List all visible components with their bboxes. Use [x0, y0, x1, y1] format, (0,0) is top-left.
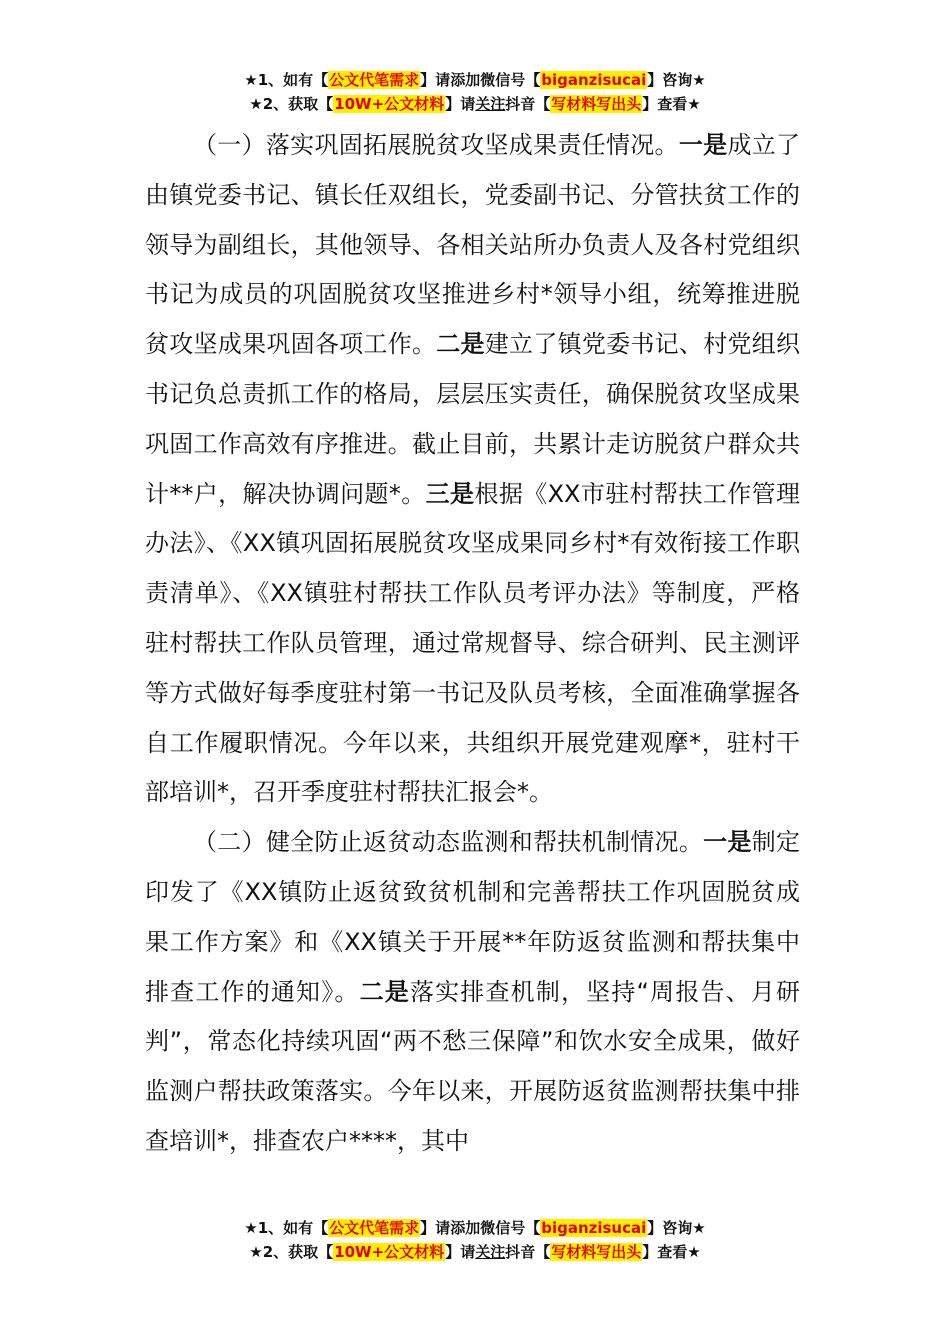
banner-text: ★2、获取【 [249, 1243, 334, 1261]
highlight-wechat-id: biganzisucai [541, 71, 647, 89]
banner-text: ★1、如有【 [244, 1219, 329, 1237]
banner-text: 添加 [450, 71, 481, 89]
banner-text: 关注 [475, 95, 506, 113]
section-heading: （二）健全防止返贫动态监测和帮扶机制情况。 [193, 828, 704, 857]
banner-text: 】查看★ [642, 95, 701, 113]
footer-banner [0, 1216, 950, 1264]
banner-line-1 [0, 68, 950, 92]
keyword: 二是 [359, 977, 410, 1006]
banner-text: 】请 [445, 95, 476, 113]
highlight-service: 公文代笔需求 [329, 71, 420, 89]
highlight-service: 公文代笔需求 [329, 1219, 420, 1237]
banner-text: 】请 [445, 1243, 476, 1261]
paragraph-text: 成立了由镇党委书记、镇长任双组长，党委副书记、分管扶贫工作的领导为副组长，其他领导、各相关站所办负责人及各村党组织书记为成员的巩固脱贫攻坚推进乡村*领导小组，统筹推进脱贫攻坚成果巩固各项工作。 [145, 131, 801, 359]
paragraph-text: 制定印发了《XX镇防止返贫致贫机制和完善帮扶工作巩固脱贫成果工作方案》和《XX镇关于开展**年防返贫监测和帮扶集中排查工作的通知》。 [145, 828, 801, 1006]
highlight-wechat-id: biganzisucai [541, 1219, 647, 1237]
highlight-materials: 10W+公文材料 [334, 1243, 445, 1261]
keyword: 一是 [703, 828, 752, 857]
banner-text: 】请 [420, 71, 451, 89]
banner-text: 微信号【 [480, 71, 541, 89]
banner-line-1 [0, 1216, 950, 1240]
paragraph-2 [145, 818, 800, 1167]
banner-text: ★2、获取【 [249, 95, 334, 113]
paragraph-text: 根据《XX市驻村帮扶工作管理办法》、《XX镇巩固拓展脱贫攻坚成果同乡村*有效衔接工作职责清单》、《XX镇驻村帮扶工作队员考评办法》等制度，严格驻村帮扶工作队员管理，通过常规督导、综合研判、民主测评等方式做好每季度驻村第一书记及队员考核，全面准确掌握各自工作履职情况。今年以来，共组织开展党建观摩*，驻村干部培训*，召开季度驻村帮扶汇报会*。 [145, 479, 801, 807]
document-body [145, 121, 800, 1167]
keyword: 二是 [436, 330, 485, 359]
paragraph-text: 落实排查机制，坚持“周报告、月研判”，常态化持续巩固“两不愁三保障”和饮水安全成果，做好监测户帮扶政策落实。今年以来，开展防返贫监测帮扶集中排查培训*，排查农户****，其中 [145, 977, 801, 1155]
banner-text: 】咨询★ [647, 1219, 706, 1237]
banner-text: 关注 [475, 1243, 506, 1261]
banner-text: 微信号【 [480, 1219, 541, 1237]
paragraph-text: 建立了镇党委书记、村党组织书记负总责抓工作的格局，层层压实责任，确保脱贫攻坚成果巩固工作高效有序推进。截止目前，共累计走访脱贫户群众共计**户，解决协调问题*。 [145, 330, 801, 508]
section-heading: （一）落实巩固拓展脱贫攻坚成果责任情况。 [193, 131, 679, 159]
banner-text: ★1、如有【 [244, 71, 329, 89]
banner-line-2 [0, 1240, 950, 1264]
banner-text: 抖音【 [505, 1243, 551, 1261]
keyword: 三是 [425, 479, 475, 508]
banner-text: 】查看★ [642, 1243, 701, 1261]
keyword: 一是 [678, 131, 728, 159]
highlight-douyin: 写材料写出头 [551, 1243, 642, 1261]
banner-text: 】请 [420, 1219, 451, 1237]
banner-text: 添加 [450, 1219, 481, 1237]
header-banner [0, 68, 950, 116]
paragraph-1 [145, 121, 800, 818]
highlight-douyin: 写材料写出头 [551, 95, 642, 113]
highlight-materials: 10W+公文材料 [334, 95, 445, 113]
banner-text: 抖音【 [505, 95, 551, 113]
banner-text: 】咨询★ [647, 71, 706, 89]
banner-line-2 [0, 92, 950, 116]
